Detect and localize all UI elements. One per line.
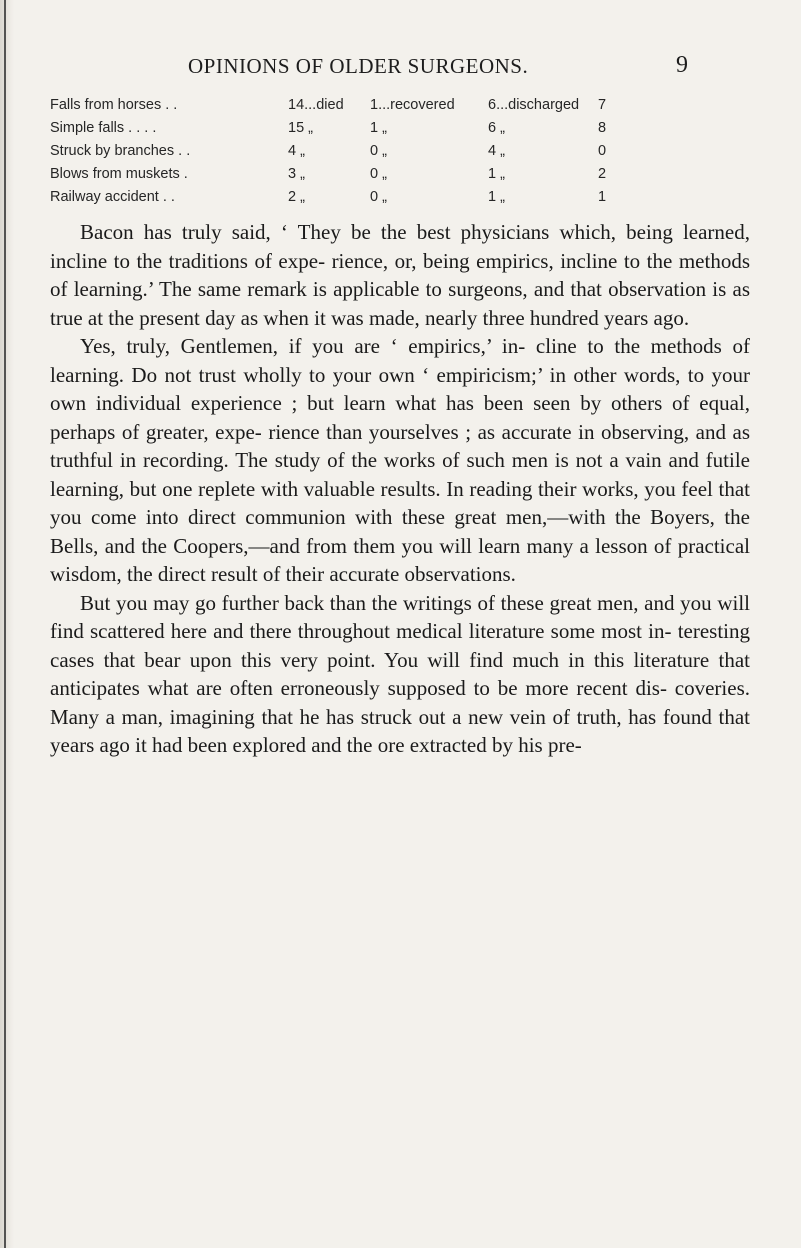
recovered-cell: 0 „ bbox=[370, 143, 387, 159]
page-binding-edge bbox=[0, 0, 14, 1248]
recovered-cell: 0 „ bbox=[370, 166, 387, 182]
discharged-cell: 1 „ bbox=[488, 189, 505, 205]
recovered-cell: 1 „ bbox=[370, 120, 387, 136]
count-cell: 2 bbox=[598, 166, 607, 182]
body-text bbox=[50, 218, 750, 760]
died-cell: 2 „ bbox=[288, 189, 305, 205]
binding-line bbox=[4, 0, 6, 1248]
count-cell: 1 bbox=[598, 189, 607, 205]
running-title: OPINIONS OF OLDER SURGEONS. bbox=[188, 54, 529, 78]
died-cell: 14...died bbox=[288, 97, 344, 113]
paragraph: Bacon has truly said, ‘ They be the best physicians which, being learned, incline to the traditions of expe- rience, or, being empirics, incline to the methods of learning.’ The same remark is applicable to surgeons, and that observation is as true at the present day as when it was made, nearly three hundred years ago. bbox=[50, 220, 750, 330]
row-label: Simple falls . . . . bbox=[50, 120, 157, 136]
recovered-cell: 0 „ bbox=[370, 189, 387, 205]
count-cell: 0 bbox=[598, 143, 607, 159]
discharged-cell: 6...discharged bbox=[488, 97, 580, 113]
died-cell: 4 „ bbox=[288, 143, 305, 159]
discharged-cell: 1 „ bbox=[488, 166, 505, 182]
recovered-cell: 1...recovered bbox=[370, 97, 455, 113]
row-label: Struck by branches . . bbox=[50, 143, 191, 159]
paragraph: But you may go further back than the writings of these great men, and you will find scattered here and there throughout medical literature some most in- teresting cases that bear upon this very point. You will find much in this literature that anticipates what are often erroneously supposed to be more recent dis- coveries. Many a man, imagining that he has struck out a new vein of truth, has found that years ago it had been explored and the ore extracted by his pre- bbox=[50, 590, 750, 757]
count-cell: 7 bbox=[598, 97, 607, 113]
page-number: 9 bbox=[676, 52, 688, 78]
row-label: Railway accident . . bbox=[50, 189, 175, 205]
running-head bbox=[0, 54, 801, 84]
died-cell: 3 „ bbox=[288, 166, 305, 182]
discharged-cell: 4 „ bbox=[488, 143, 505, 159]
died-cell: 15 „ bbox=[288, 120, 313, 136]
row-label: Blows from muskets . bbox=[50, 166, 188, 182]
paragraph: Yes, truly, Gentlemen, if you are ‘ empirics,’ in- cline to the methods of learning. Do not trust wholly to your own ‘ empiricism;’ in other words, to your own individual experience ; but learn what has been seen by others of equal, perhaps of greater, expe- rience than yourselves ; as accurate in observing, and as truthful in recording. The study of the works of such men is not a vain and futile learning, but one replete with valuable results. In reading their works, you feel that you come into direct communion with these great men,—with the Boyers, the Bells, and the Coopers,—and from them you will learn many a lesson of practical wisdom, the direct result of their accurate observations. bbox=[50, 334, 750, 586]
discharged-cell: 6 „ bbox=[488, 120, 505, 136]
row-label: Falls from horses . . bbox=[50, 97, 178, 113]
count-cell: 8 bbox=[598, 120, 607, 136]
